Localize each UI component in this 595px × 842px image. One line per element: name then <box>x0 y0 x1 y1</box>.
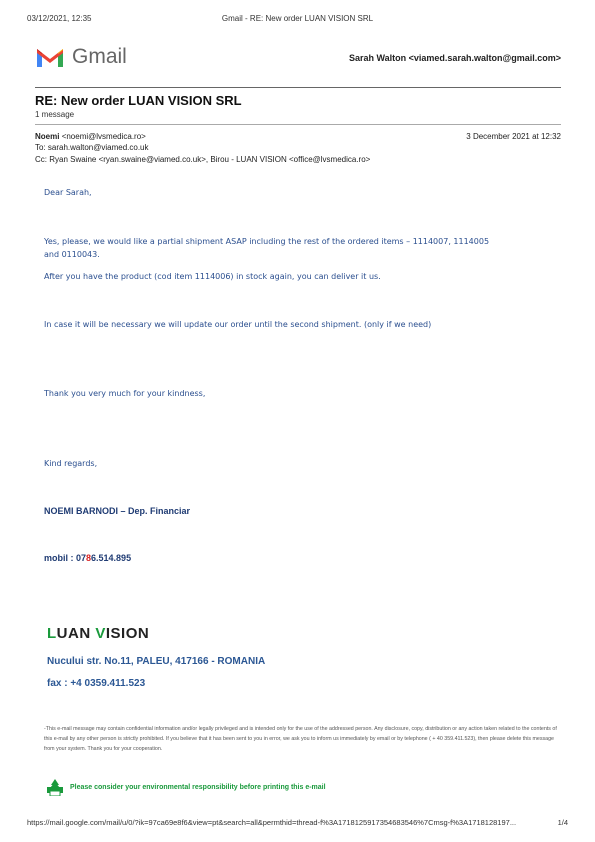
paragraph-3: In case it will be necessary we will update our order until the second shipment. (only if we need) <box>44 320 432 329</box>
page-number: 1/4 <box>557 818 568 827</box>
signature-mobile <box>44 553 131 563</box>
paragraph-1-line-2: and 0110043. <box>44 250 100 259</box>
mobile-suffix: 6.514.895 <box>91 553 132 563</box>
print-title: Gmail - RE: New order LUAN VISION SRL <box>221 14 374 23</box>
gmail-wordmark: Gmail <box>72 45 127 68</box>
company-uan: UAN <box>56 625 96 642</box>
paragraph-1-line-1: Yes, please, we would like a partial shipment ASAP including the rest of the ordered items – 1114007, 1114005 <box>44 237 490 246</box>
eco-note: Please consider your environmental responsibility before printing this e-mail <box>70 784 326 791</box>
to-line: To: sarah.walton@viamed.co.uk <box>35 143 149 152</box>
print-datetime: 03/12/2021, 12:35 <box>27 14 92 23</box>
message-count: 1 message <box>35 110 75 119</box>
sender-line <box>35 132 146 141</box>
gmail-logo-icon <box>35 45 65 69</box>
message-date: 3 December 2021 at 12:32 <box>466 132 561 141</box>
company-letter-v: V <box>95 625 106 642</box>
company-ision: ISION <box>105 625 150 642</box>
thanks-line: Thank you very much for your kindness, <box>44 389 206 398</box>
mobile-prefix: mobil : 07 <box>44 553 87 563</box>
signature-name-role: NOEMI BARNODI – Dep. Financiar <box>44 506 191 516</box>
tree-printer-icon <box>45 778 65 796</box>
legal-disclaimer: -This e-mail message may contain confidential information and/or legally privileged and is intended only for the use of the addressed person. Any disclosure, copy, distribution or any action taken related to the contents of this e-mail by any other person is strictly prohibited. If you believe that it has been sent to you in error, we ask you to inform us immediately by email or by telephone ( + 40 359.411.523), then please delete this message from your system. Thank you for your cooperation. <box>44 726 557 752</box>
sender-name: Noemi <box>35 132 60 141</box>
mobile-red-digit: 8 <box>86 553 92 563</box>
thread-subject: RE: New order LUAN VISION SRL <box>35 93 242 108</box>
company-letter-l: L <box>47 625 57 642</box>
subject-divider <box>35 124 561 125</box>
footer-url: https://mail.google.com/mail/u/0/?ik=97ca69e8f6&view=pt&search=all&permthid=thread-f%3A1718125917354683546%7Cmsg-f%3A1718128197... <box>27 818 517 827</box>
sender-email[interactable]: <noemi@lvsmedica.ro> <box>61 132 146 141</box>
cc-line: Cc: Ryan Swaine <ryan.swaine@viamed.co.uk>, Birou - LUAN VISION <office@lvsmedica.ro> <box>35 155 371 164</box>
company-fax: fax : +4 0359.411.523 <box>47 678 146 689</box>
header-divider <box>35 87 561 88</box>
greeting: Dear Sarah, <box>44 188 92 197</box>
regards-line: Kind regards, <box>44 459 98 468</box>
company-address: Nucului str. No.11, PALEU, 417166 - ROMANIA <box>47 656 266 667</box>
account-label: Sarah Walton <viamed.sarah.walton@gmail.com> <box>348 53 561 63</box>
paragraph-2: After you have the product (cod item 1114006) in stock again, you can deliver it us. <box>44 272 381 281</box>
company-logo-text <box>47 625 149 642</box>
